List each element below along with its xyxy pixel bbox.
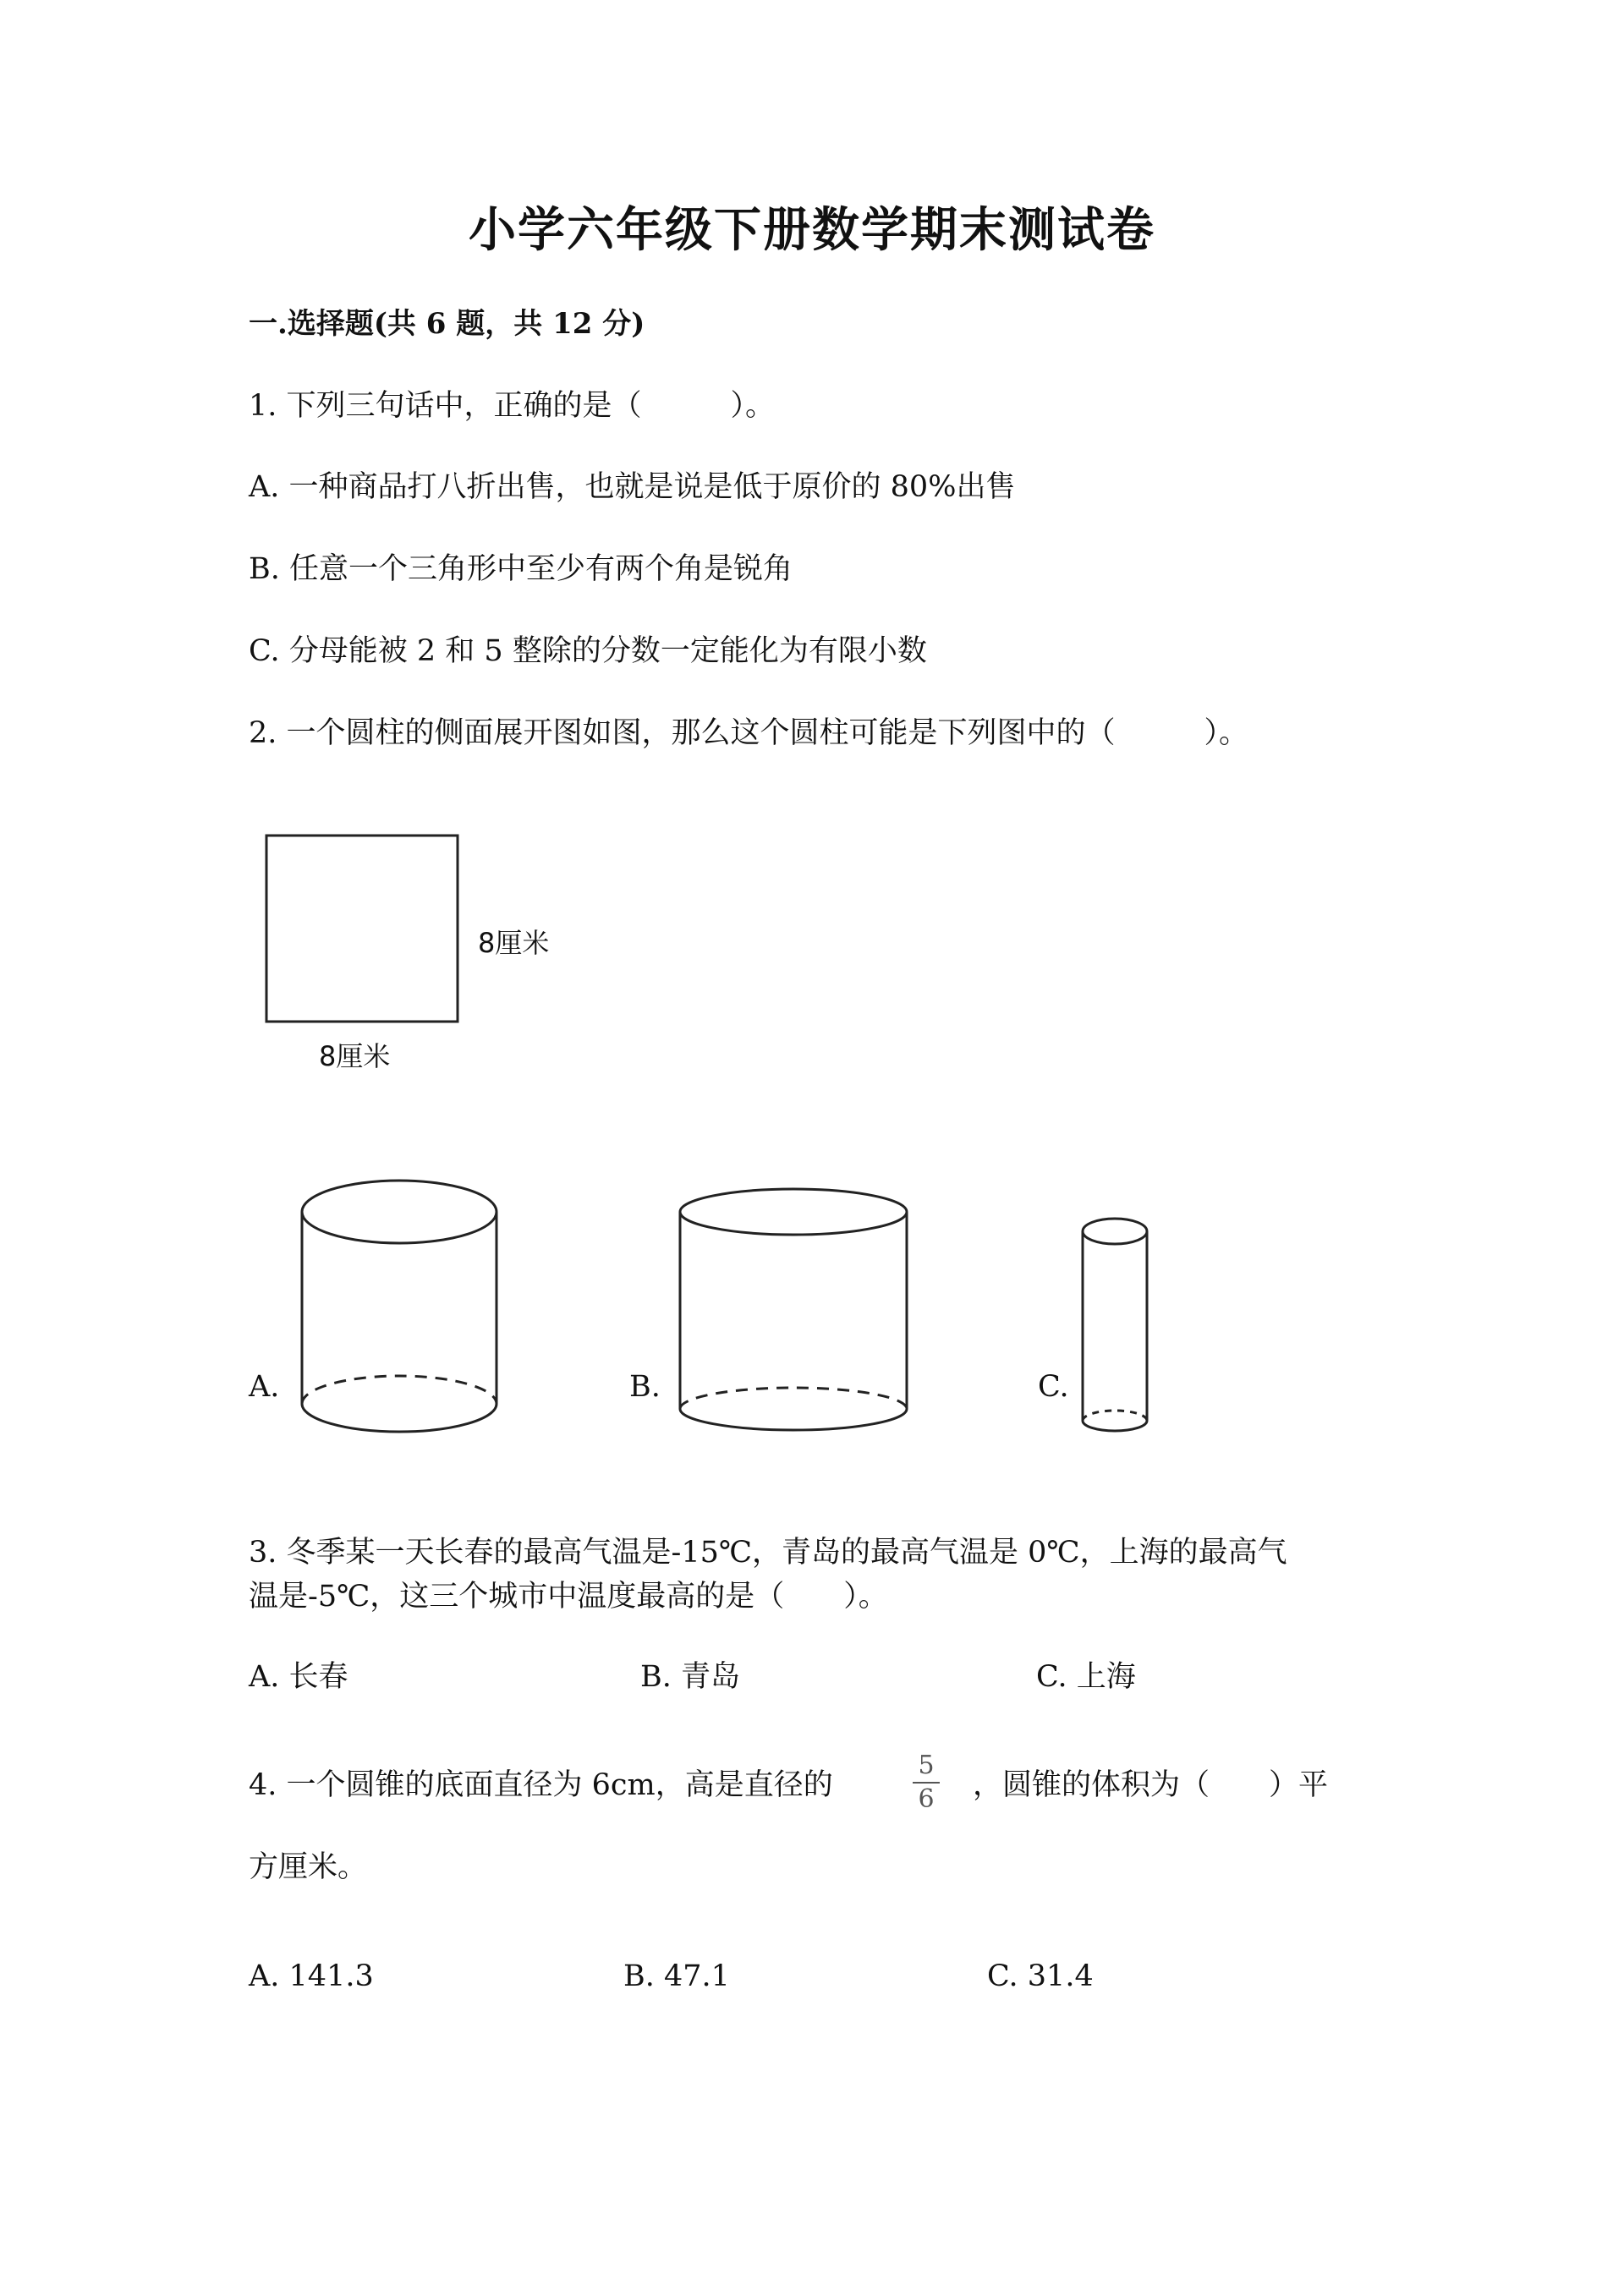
q3-stem-line1: 3. 冬季某一天长春的最高气温是-15℃，青岛的最高气温是 0℃，上海的最高气 [249, 1536, 1287, 1570]
q1-option-a: A. 一种商品打八折出售，也就是说是低于原价的 80%出售 [249, 470, 1016, 504]
q4-stem-line2: 方厘米。 [249, 1850, 368, 1884]
q4-stem-part2: ，圆锥的体积为（ ）平 [973, 1768, 1329, 1802]
q4-fraction [909, 1753, 943, 1812]
q1-stem: 1. 下列三句话中，正确的是（ ）。 [249, 389, 776, 423]
q4-option-b: B. 47.1 [623, 1959, 730, 1993]
q1-option-b: B. 任意一个三角形中至少有两个角是锐角 [249, 552, 793, 586]
q3-option-c: C. 上海 [1036, 1660, 1136, 1694]
q2-stem: 2. 一个圆柱的侧面展开图如图，那么这个圆柱可能是下列图中的（ ）。 [249, 716, 1249, 750]
fraction-bar [913, 1782, 940, 1784]
page-title: 小学六年级下册数学期末测试卷 [469, 202, 1155, 258]
q4-stem-part1: 4. 一个圆锥的底面直径为 6cm，高是直径的 [249, 1768, 833, 1802]
q2-option-b: B. [629, 1370, 661, 1404]
fraction-numerator: 5 [918, 1751, 935, 1780]
q2-option-a: A. [249, 1370, 280, 1404]
square-bottom-label: 8厘米 [319, 1040, 391, 1072]
fraction-denominator: 6 [918, 1784, 935, 1814]
q2-option-c: C. [1038, 1370, 1069, 1404]
section-heading: 一.选择题(共 6 题，共 12 分) [249, 307, 645, 341]
cylinder-c [0, 0, 1, 1]
q4-option-c: C. 31.4 [987, 1959, 1094, 1993]
q3-option-b: B. 青岛 [640, 1660, 740, 1694]
q3-option-a: A. 长春 [249, 1660, 348, 1694]
unfolded-square [266, 836, 458, 1022]
q1-option-c: C. 分母能被 2 和 5 整除的分数一定能化为有限小数 [249, 634, 927, 668]
q4-option-a: A. 141.3 [249, 1959, 374, 1993]
square-side-label: 8厘米 [478, 927, 550, 959]
q3-stem-line2: 温是-5℃，这三个城市中温度最高的是（ ）。 [249, 1580, 888, 1614]
